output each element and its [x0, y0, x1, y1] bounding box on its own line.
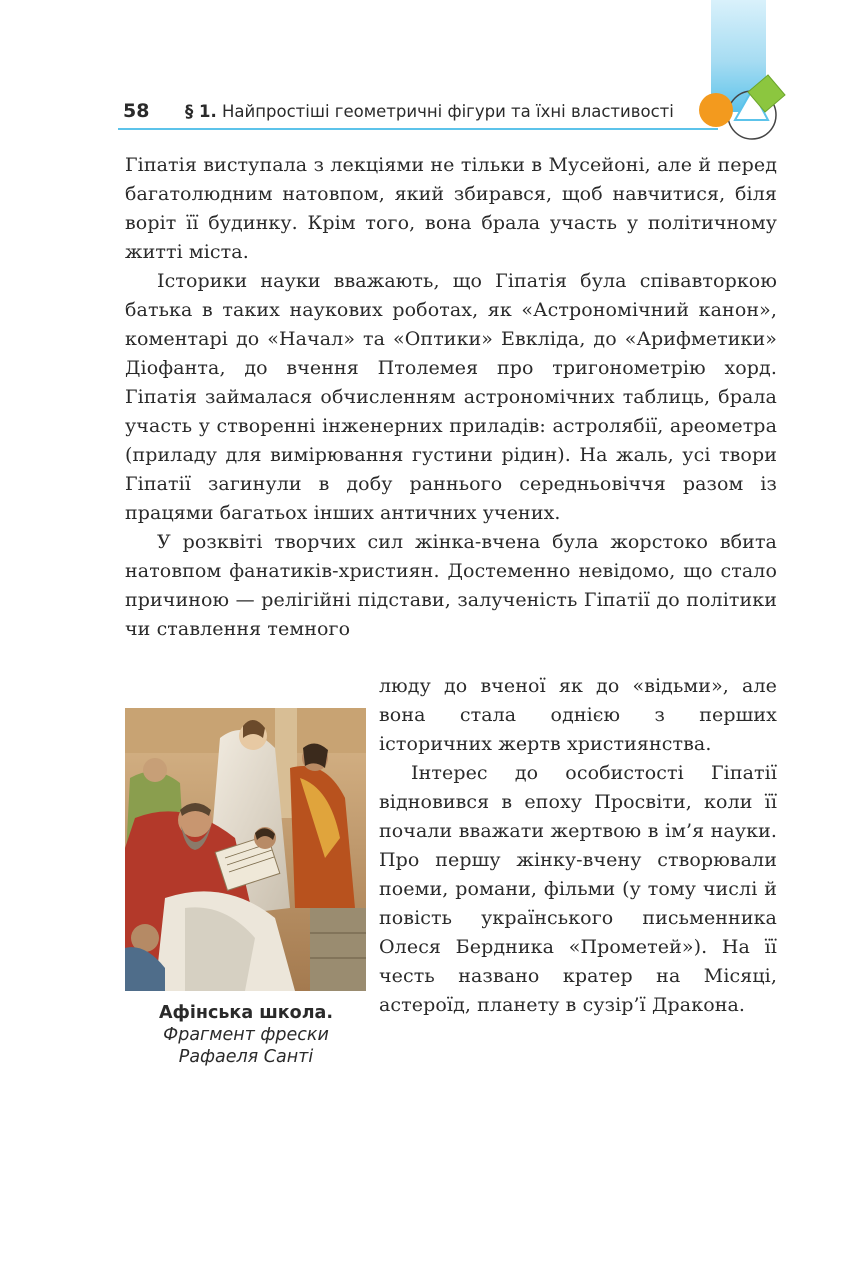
caption-line-2: Рафаеля Санті — [178, 1047, 314, 1067]
fresco-illustration — [125, 708, 366, 991]
section-label: § 1. — [185, 102, 217, 121]
paragraph-4: люду до вченої як до «відьми», але вона стала однією з перших історичних жертв християнства. — [379, 675, 777, 755]
geometric-shapes-icon — [690, 70, 790, 150]
main-text-top — [125, 151, 777, 644]
paragraph-5: Інтерес до особистості Гіпатії відновився в епоху Просвіти, коли її почали вважати жертвою в ім’я науки. Про першу жінку-вчену створювали поеми, романи, фільми (у тому числі й повість українського письменника Олеся Бердника «Прометей»). На її честь названо кратер на Місяці, астероїд, планету в сузір’ї Дракона. — [379, 762, 777, 1016]
caption-title: Афінська школа. — [159, 1003, 333, 1023]
section-title — [185, 102, 674, 121]
main-text-right — [379, 672, 777, 1020]
paragraph-1: Гіпатія виступала з лекціями не тільки в Мусейоні, але й перед багатолюдним натовпом, який збирався, щоб навчитися, біля воріт її будинку. Крім того, вона брала участь у політичному житті міста. — [125, 154, 777, 263]
fresco-image — [125, 708, 366, 991]
header-rule — [118, 128, 718, 130]
paragraph-3: У розквіті творчих сил жінка-вчена була жорстоко вбита натовпом фанатиків-християн. Достеменно невідомо, що стало причиною — релігійні підстави, залученість Гіпатії до політики чи ставлення темного — [125, 531, 777, 640]
page-number: 58 — [123, 100, 150, 122]
caption-line-1: Фрагмент фрески — [163, 1025, 329, 1045]
paragraph-2: Історики науки вважають, що Гіпатія була співавторкою батька в таких наукових роботах, як «Астрономічний канон», коментарі до «Начал» та «Оптики» Евкліда, до «Арифметики» Діофанта, до вчення Птолемея про тригонометрію хорд. Гіпатія займалася обчисленням астрономічних таблиць, брала участь у створенні інженерних приладів: астролябії, ареометра (приладу для вимірювання густини рідин). На жаль, усі твори Гіпатії загинули в добу раннього середньовіччя разом із працями багатьох інших античних учених. — [125, 270, 777, 524]
figure-caption — [118, 1002, 374, 1068]
section-heading: Найпростіші геометричні фігури та їхні властивості — [222, 102, 674, 121]
orange-circle-icon — [699, 93, 733, 127]
